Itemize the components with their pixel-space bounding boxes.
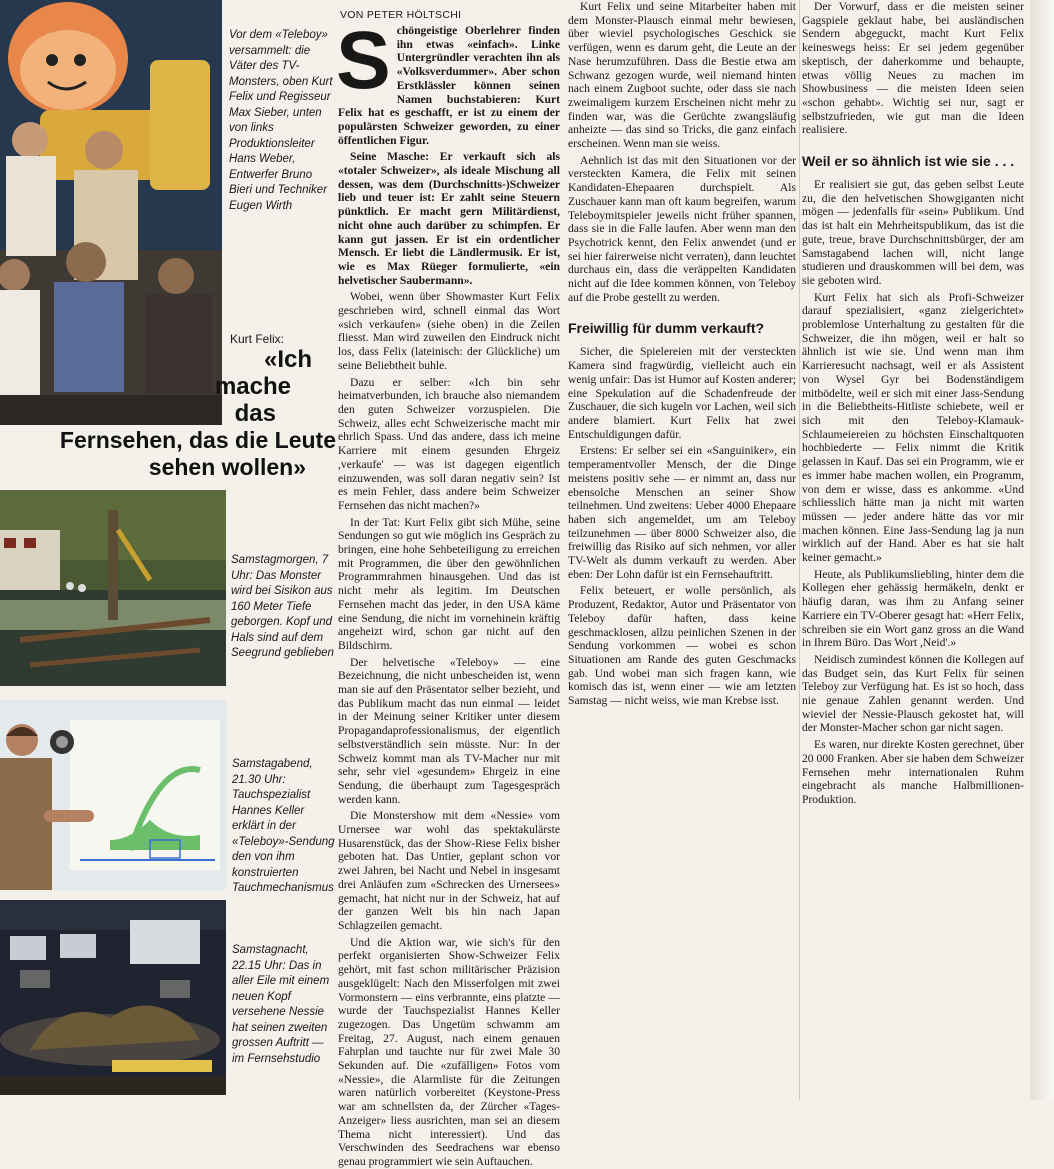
headline-line-5: sehen wollen»	[148, 454, 306, 480]
headline-line-3: das	[234, 400, 276, 427]
article-paragraph: Aehnlich ist das mit den Situationen vor der versteckten Kamera, die Felix mit seinen Kandidaten-Ehepaaren durchspielt. Als Zuschauer kann man oft kaum begreifen, warum Teleboymitspieler jeweils nicht früher spannen, dass sie in die Falle laufen. Aber wenn man den Psychotrick kennt, den Felix anwendet (und er sei hier fairerweise nicht verraten), dann leuchtet durchaus ein, dass die veräppelten Kandidaten nicht auf die Idee kommen können, von Teleboy auf die Probe gestellt zu werden.	[568, 153, 796, 304]
article-paragraph: Wobei, wenn über Showmaster Kurt Felix geschrieben wird, schnell einmal das Wort «sich verkaufen» (siehe oben) in die Zeilen fliesst. Man wird zuweilen den Eindruck nicht los, dass Felix (lateinisch: der Glückliche) um seine Beliebtheit buhle.	[338, 290, 560, 372]
byline: VON PETER HÖLTSCHI	[340, 9, 462, 21]
studio-diagram-illustration	[0, 700, 226, 890]
article-paragraph: Die Monstershow mit dem «Nessie» vom Urnersee war wohl das spektakulärste Husarenstück, das der Show-Riese Felix bisher geboten hat. Das Untier, geplant schon vor zwei Jahren, bei Nacht und Nebel in insgesamt drei Anläufen zum «Schrecken des Urnersees» gemacht, hat nicht nur in der Schweiz, hat auf der ganzen Welt bis hin nach Japan Schlagzeilen gemacht.	[338, 809, 560, 932]
headline-line-2: mache	[214, 373, 291, 400]
article-paragraph: Seine Masche: Er verkauft sich als «totaler Schweizer», als ideale Mischung all dessen, was dem (Durchschnitts-)Schweizer lieb und teuer ist: Er zahlt seine Steuern pünktlich. Er macht gern Militärdienst, nicht ohne auch darüber zu schimpfen. Er kann gut jassen. Er ist ein ordentlicher Mensch. Er liebt die Ländlermusik. Er ist, wie es Max Rüeger formulierte, «ein helvetischer Saubermann».	[338, 150, 560, 287]
subhead-weil-er-so: Weil er so ähnlich ist wie sie . . .	[802, 153, 1015, 170]
dropcap: S	[336, 15, 391, 106]
article-paragraph: Und die Aktion war, wie sich's für den perfekt organisierten Show-Schweizer Felix gehört, mit fast schon militärischer Präzision ausgeklügelt: Nach den Misserfolgen mit zwei Vormonstern — eins verbrannte, eins platzte — wurde der Tauchspezialist Hannes Keller zugezogen. Das Ungetüm schwamm am Freitag, 27. August, nach einem genauen Fahrplan und tauchte nur für zwei Male 30 Sekunden auf. Die «zufälligen» Fotos vom «Nessie», die Alarmliste für die Zeitungen waren natürlich vorbereitet (Keystone-Press war am schnellsten da, der Zürcher «Tages-Anzeiger» liess ausrichten, man sei an diesem Thema nicht interessiert). Und das Verschwinden des Seedrachens war ebenso genau programmiert wie sein Auftauchen.	[338, 935, 560, 1168]
photo-keller-explains	[0, 700, 226, 890]
article-paragraph: Dazu er selber: «Ich bin sehr heimatverbunden, ich brauche also niemandem den guten Schweizer vorzuspielen. Die Schweiz, alles echt Schweizerische macht mir ehrlich Spass. Und das andere, dass ich meine Karriere mit einem gesunden Ehrgeiz ,verkaufe' — was ist dagegen eigentlich einzuwenden, was soll daran negativ sein? Ist es mein Fehler, dass andere beim Schweizer Fernsehen das nicht machen?»	[338, 375, 560, 512]
article-paragraph: Sicher, die Spielereien mit der versteckten Kamera sind fragwürdig, vielleicht auch ein wenig unfair: Das ist Humor auf Kosten anderer; eine Spekulation auf die Schadenfreude der Zuschauer, die sich kugeln vor Lachen, weil sich andere blamiert. Kurt Felix hat zwei Entschuldigungen dafür.	[568, 345, 796, 441]
tv-studio-illustration	[0, 900, 226, 1095]
article-paragraph: Neidisch zumindest können die Kollegen auf das Budget sein, das Kurt Felix für seinen Teleboy zur Verfügung hat. Es ist so hoch, dass nie genaue Zahlen genannt werden. Und wieviel der Nessie-Plausch gekostet hat, will der Monster-Macher schon gar nicht sagen.	[802, 652, 1024, 735]
article-paragraph: Es waren, nur direkte Kosten gerechnet, über 20 000 Franken. Aber sie haben dem Schweizer Fernsehen mehr internationalen Ruhm eingebracht als manche Halbmillionen-Produktion.	[802, 738, 1024, 806]
photo-nessie-studio	[0, 900, 226, 1095]
photo-monster-recovery	[0, 490, 226, 686]
page-spine	[1030, 0, 1054, 1100]
headline-line-1: «Ich	[263, 346, 312, 373]
article-paragraph: Der helvetische «Teleboy» — eine Bezeichnung, die nicht unbescheiden ist, wenn man sie auf den Präsentator selber bezieht, und das Publikum macht das nun einmal — leidet in der Meinung seiner Kritiker unter diesem Propagandaprofessionalismus, der eigentlich selbstverständlich sein müsste. Nur: In der Schweiz kommt man als TV-Macher nur mit sehr, sehr viel «gesundem» Ehrgeiz in eine Sendung, die überhaupt zum Tagesgespräch werden kann.	[338, 655, 560, 806]
article-paragraph: In der Tat: Kurt Felix gibt sich Mühe, seine Sendungen so gut wie möglich ins Gespräch zu bringen, eine hohe Sehbeteiligung zu erreichen mit Programmen, die über den gewöhnlichen Programmrahmen hinausgehen. Und das ist nicht mehr als legitim. Im Deutschen Fernsehen macht das jeder, in den USA käme eine Sendung, die nicht im vornehinein kräftig angeheizt wird, schon gar nicht auf den Bildschirm.	[338, 515, 560, 652]
article-paragraph: Erstens: Er selber sei ein «Sanguiniker», ein temperamentvoller Mensch, der die Dinge meistens positiv sehe — er nimmt an, dass nur ebensolche Menschen an seiner Show teilnehmen. Und zweitens: Ueber 4000 Ehepaare haben sich angemeldet, um am Teleboy teilzunehmen — über 8000 Schweizer also, die freiwillig das Risiko auf sich nehmen, vor aller TV-Welt als dumm verkauft zu werden. Aber eben: Der Lohn dafür ist ein Fernsehauftritt.	[568, 444, 796, 581]
article-paragraph: Heute, als Publikumsliebling, hinter dem die Kollegen eher gehässig hermäkeln, denkt er häufig daran, was ihm zu Anfang seiner Karriere ein TV-Oberer gesagt hat: «Herr Felix, schreiben sie ein Wort ganz gross an die Wand in Ihrem Büro. Das Wort ,Neid'.»	[802, 567, 1024, 650]
article-paragraph: Felix beteuert, er wolle persönlich, als Produzent, Redaktor, Autor und Präsentator von Teleboy dafür haften, dass keine geschmacklosen, allzu peinlichen Szenen in der Sendung vorkommen — wobei es schon Situationen am Rande des guten Geschmacks gab. Und wobei man sich fragen kann, wie komisch das ist, wenn einer — wie am letzten Samstag — nicht weiss, wie man Krebse isst.	[568, 584, 796, 708]
article-paragraph: Kurt Felix und seine Mitarbeiter haben mit dem Monster-Plausch einmal mehr bewiesen, über wieviel psychologisches Geschick sie verfügen, wenn es darum geht, die Leute an der Nase herumzuführen. Dass die Bestie etwa am Schwanz gezogen wurde, weil niemand hinten nach einem Zugboot suchte, oder dass sie nach zweimaligem kurzem Erscheinen nicht mehr zu finden war, was die Gerüchte zwangsläufig anheizte — das sind so Tricks, die ganz einfach erscheinen. Wenn man sie weiss.	[568, 0, 796, 151]
article-paragraph: Kurt Felix hat sich als Profi-Schweizer darauf spezialisiert, «ganz zielgerichtet» problemlose Unterhaltung zu gestalten für die Schweizer, die ihn mögen, weil er halt so ähnlich ist wie sie. Und wenn man ihm Karrieresucht nachsagt, weil er als Assistent von Wysel Gyr bei Bodenständigem mitbödelte, weil er sich mit einer Jass-Sendung in die Beliebtheits-Hitliste schiebete, weil er sich mit den Teleboy-Klamauk-Schlaumeiereien zu höchsten Einschaltquoten hochbiederte — Felix nimmt die Kritik gelassen in Kauf. Das sei ein Programm, wie er es immer habe machen wollen, ein Programm, von dem er wisse, dass es ankomme. «Und schliesslich hätte man ja nicht mit warten müssen — jeder andere hätte das vor mir machen können. Eine Jass-Sendung lag ja nun wirklich auf der Hand. Aber es hat sie halt keiner gemacht.»	[802, 290, 1024, 565]
headline-line-4: Fernsehen, das die Leute	[59, 427, 336, 453]
column-divider	[799, 0, 800, 1100]
caption-keller-explains: Samstagabend, 21.30 Uhr: Tauchspezialist Hannes Keller erklärt in der «Teleboy»-Sendung den von ihm konstruierten Tauchmechanismus	[232, 758, 335, 894]
caption-monster-recovery: Samstagmorgen, 7 Uhr: Das Monster wird bei Sisikon aus 160 Meter Tiefe geborgen. Kopf und Hals sind auf dem Seegrund geblieben	[231, 554, 334, 659]
headline-kicker: Kurt Felix:	[230, 332, 285, 346]
headline	[0, 346, 336, 481]
article-column-3	[802, 0, 1024, 1096]
subhead-freiwillig: Freiwillig für dumm verkauft?	[568, 320, 765, 337]
article-paragraph: Er realisiert sie gut, das geben selbst Leute zu, die den helvetischen Showgiganten nicht mögen — jedenfalls für «sein» Publikum. Und das ist halt ein Mehrheitspublikum, das ist die gute, treue, brave Durchschnittsbürger, der am Samstagabend lachen will, nicht lange studieren und drauskommen will bei dem, was sie geboten wird.	[802, 178, 1024, 287]
article-column-2	[568, 0, 796, 1096]
caption-nessie-studio: Samstagnacht, 22.15 Uhr: Das in aller Eile mit einem neuen Kopf versehene Nessie hat seinen zweiten grossen Auftritt — im Fernsehstudio	[232, 944, 330, 1065]
caption-team-photo: Vor dem «Teleboy» versammelt: die Väter des TV-Monsters, oben Kurt Felix und Regisseur Max Sieber, unten von links Produktionsleiter Hans Weber, Entwerfer Bruno Bieri und Techniker Eugen Wirth	[229, 29, 333, 212]
lead-text: chöngeistige Oberlehrer finden ihn etwas «einfach». Linke Untergründler verachten ihn als «Volksverdummer». Aber schon Erstklässler können seinen Namen buchstabieren: Kurt Felix hat es geschafft, er ist zu einem der populärsten Schweizer geworden, zu einer öffentlichen Figur.	[338, 24, 560, 147]
lake-photo-illustration	[0, 490, 226, 686]
article-paragraph: Der Vorwurf, dass er die meisten seiner Gagspiele geklaut habe, bei ausländischen Sendern abgeguckt, macht Kurt Felix keineswegs heiss: Er sei jedem gegenüber skeptisch, der daherkomme und behaupte, etwas völlig Neues zu machen im Showbusiness — die meisten Ideen seien «schon gehabt». Wichtig sei nur, sagt er selbstzufrieden, wie gut man die Ideen realisiere.	[802, 0, 1024, 137]
